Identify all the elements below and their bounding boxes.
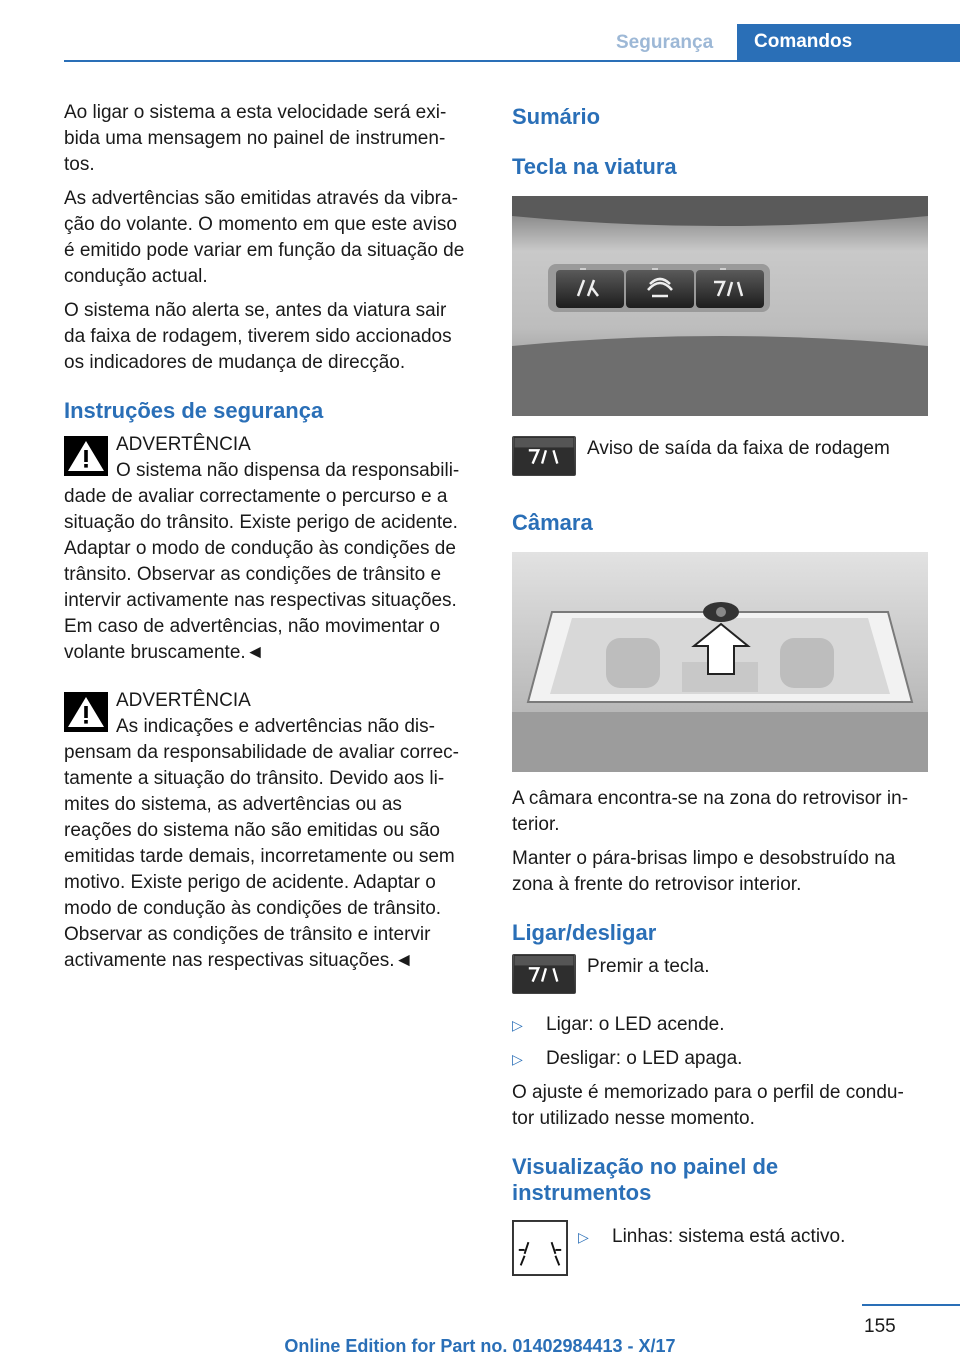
warning-text: pensam da responsabilidade de avaliar correc- tamente a situação do trânsito. Devido aos li- mites do sistema, as advertências ou as reações do sistema não são emitidas ou são emitidas tarde demais, incorretamente ou sem motivo. Existe perigo de acidente. Adaptar o modo de condução às condições de trânsito. Observar as condições de trânsito e intervir activamente nas respectivas situações.◄ — [64, 742, 460, 971]
warning-text: As indicações e advertências não dis- — [116, 716, 435, 737]
header-rule — [64, 60, 960, 62]
footer-rule — [862, 1304, 960, 1306]
right-column — [512, 100, 928, 1276]
triangle-bullet-icon: ▷ — [512, 1017, 523, 1033]
onoff-list — [512, 1012, 928, 1072]
lane-departure-warning-icon — [512, 954, 576, 994]
warning-block — [64, 688, 480, 974]
warning-text: dade de avaliar correctamente o percurso e a situação do trânsito. Existe perigo de acidente. Adaptar o modo de condução às condições de trânsito. Observar as condições de trânsito e intervir activamente nas respectivas situações. Em caso de advertências, não movimentar o volante bruscamente.◄ — [64, 486, 458, 663]
list-item: ▷ Ligar: o LED acende. — [512, 1012, 928, 1038]
section-heading-summary: Sumário — [512, 104, 601, 129]
list-item: ▷ Desligar: o LED apaga. — [512, 1046, 928, 1072]
edition-footer: Online Edition for Part no. 01402984413 - X/17 — [284, 1336, 676, 1356]
onoff-caption: Premir a tecla. — [587, 956, 710, 977]
list-item: ▷ Linhas: sistema está activo. — [578, 1224, 928, 1250]
warning-block — [64, 432, 480, 666]
subheading-onoff: Ligar/desligar — [512, 920, 657, 945]
button-panel-photo — [512, 196, 928, 416]
left-column — [64, 100, 480, 974]
subheading-display: Visualização no painel de instrumentos — [512, 1154, 779, 1205]
key-caption: Aviso de saída da faixa de rodagem — [587, 438, 890, 459]
lane-lines-icon — [512, 1220, 568, 1276]
subheading-camera: Câmara — [512, 510, 593, 535]
paragraph: As advertências são emitidas através da vibra- ção do volante. O momento em que este aviso é emitido pode variar em função da situação de condução actual. — [64, 188, 465, 287]
caption-row — [512, 1220, 928, 1276]
lane-departure-warning-icon — [512, 436, 576, 476]
paragraph: O sistema não alerta se, antes da viatura sair da faixa de rodagem, tiverem sido accionados os indicadores de mudança de direcção. — [64, 300, 452, 373]
warning-title: ADVERTÊNCIA — [116, 690, 251, 711]
subheading-key: Tecla na viatura — [512, 154, 677, 179]
warning-triangle-icon — [64, 436, 108, 476]
caption-row — [512, 954, 928, 994]
paragraph: Ao ligar o sistema a esta velocidade será exi- bida uma mensagem no painel de instrumen- tos. — [64, 102, 447, 175]
section-label: Segurança — [616, 32, 714, 53]
page-number: 155 — [864, 1316, 896, 1337]
paragraph: A câmara encontra-se na zona do retrovisor in- terior. — [512, 788, 909, 835]
warning-triangle-icon — [64, 692, 108, 732]
section-heading-safety: Instruções de segurança — [64, 398, 324, 423]
paragraph: O ajuste é memorizado para o perfil de condu- tor utilizado nesse momento. — [512, 1082, 904, 1129]
display-list — [578, 1220, 928, 1250]
chapter-tab: Comandos — [737, 24, 960, 62]
camera-location-photo — [512, 552, 928, 772]
paragraph: Manter o pára-brisas limpo e desobstruído na zona à frente do retrovisor interior. — [512, 848, 896, 895]
caption-row — [512, 436, 928, 480]
warning-text: O sistema não dispensa da responsabili- — [116, 460, 460, 481]
triangle-bullet-icon: ▷ — [512, 1051, 523, 1067]
warning-title: ADVERTÊNCIA — [116, 434, 251, 455]
triangle-bullet-icon: ▷ — [578, 1229, 589, 1245]
